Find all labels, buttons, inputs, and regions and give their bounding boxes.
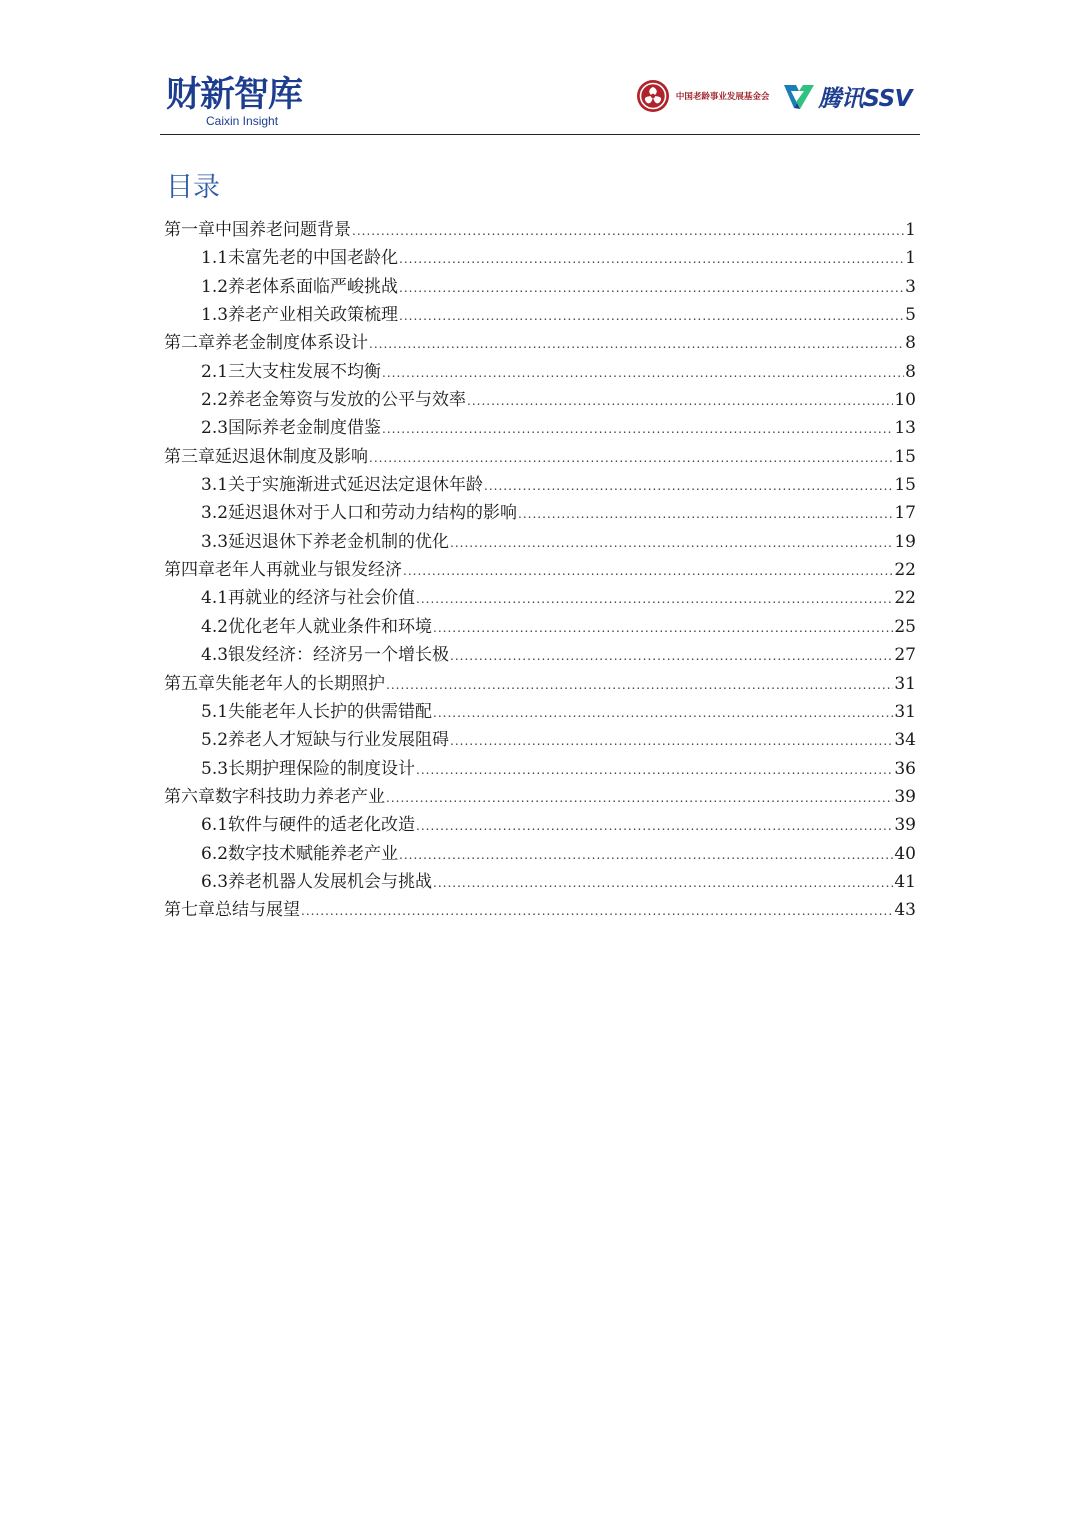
toc-page-number: 13 xyxy=(894,418,916,439)
toc-page-number: 19 xyxy=(894,531,916,552)
toc-entry-title: 数字科技助力养老产业 xyxy=(215,786,385,807)
toc-section-entry[interactable] xyxy=(164,414,916,442)
toc-entry-number: 3.2 xyxy=(201,503,229,524)
toc-page-number: 5 xyxy=(905,305,916,326)
toc-entry-number: 4.1 xyxy=(201,588,229,609)
toc-section-entry[interactable] xyxy=(164,301,916,329)
toc-dot-leader xyxy=(403,557,893,585)
toc-page-number: 8 xyxy=(905,361,916,382)
toc-entry-number: 3.1 xyxy=(201,475,229,496)
toc-entry-number: 4.3 xyxy=(201,645,229,666)
toc-section-entry[interactable] xyxy=(164,613,916,641)
toc-dot-leader xyxy=(399,274,904,302)
toc-chapter-entry[interactable] xyxy=(164,556,916,584)
toc-entry-number: 6.1 xyxy=(201,815,229,836)
toc-chapter-entry[interactable] xyxy=(164,216,916,244)
table-of-contents xyxy=(164,216,916,925)
toc-entry-number: 第五章 xyxy=(164,673,215,694)
toc-entry-number: 5.1 xyxy=(201,701,229,722)
caixin-insight-logo xyxy=(166,76,302,127)
toc-page-number: 31 xyxy=(894,701,916,722)
toc-entry-number: 1.3 xyxy=(201,305,229,326)
toc-dot-leader xyxy=(416,585,893,613)
toc-section-entry[interactable] xyxy=(164,726,916,754)
toc-section-entry[interactable] xyxy=(164,386,916,414)
toc-entry-title: 软件与硬件的适老化改造 xyxy=(228,815,416,836)
toc-section-entry[interactable] xyxy=(164,755,916,783)
toc-section-entry[interactable] xyxy=(164,584,916,612)
toc-dot-leader xyxy=(399,841,893,869)
toc-dot-leader xyxy=(352,217,904,245)
toc-entry-number: 第四章 xyxy=(164,560,215,581)
toc-chapter-entry[interactable] xyxy=(164,783,916,811)
brand-name-cn: 财新智库 xyxy=(166,75,303,115)
toc-section-entry[interactable] xyxy=(164,471,916,499)
toc-section-entry[interactable] xyxy=(164,358,916,386)
tencent-ssv-icon xyxy=(783,82,815,110)
toc-entry-title: 延迟退休对于人口和劳动力结构的影响 xyxy=(228,503,518,524)
toc-chapter-entry[interactable] xyxy=(164,670,916,698)
toc-section-entry[interactable] xyxy=(164,273,916,301)
toc-page-number: 8 xyxy=(905,333,916,354)
page-title: 目录 xyxy=(166,172,220,203)
toc-entry-title: 老年人再就业与银发经济 xyxy=(215,560,402,581)
brand-name-en: Caixin Insight xyxy=(206,114,279,128)
toc-page-number: 3 xyxy=(905,276,916,297)
toc-dot-leader xyxy=(416,756,893,784)
toc-entry-title: 中国养老问题背景 xyxy=(215,220,351,240)
toc-page-number: 31 xyxy=(894,673,916,694)
toc-entry-number: 第六章 xyxy=(164,786,215,807)
toc-dot-leader xyxy=(369,330,904,358)
toc-dot-leader xyxy=(386,671,893,699)
foundation-name: 中国老龄事业发展基金会 xyxy=(675,92,770,102)
toc-dot-leader xyxy=(484,472,893,500)
toc-dot-leader xyxy=(518,500,893,528)
toc-page-number: 25 xyxy=(894,616,916,637)
toc-chapter-entry[interactable] xyxy=(164,896,916,924)
foundation-emblem-icon xyxy=(636,79,670,113)
toc-entry-title: 延迟退休制度及影响 xyxy=(215,446,368,467)
toc-page-number: 40 xyxy=(894,843,916,864)
toc-section-entry[interactable] xyxy=(164,499,916,527)
toc-section-entry[interactable] xyxy=(164,641,916,669)
toc-entry-number: 第三章 xyxy=(164,446,215,467)
toc-dot-leader xyxy=(386,784,893,812)
toc-chapter-entry[interactable] xyxy=(164,443,916,471)
toc-page-number: 1 xyxy=(905,220,916,240)
toc-entry-number: 2.3 xyxy=(201,418,229,439)
toc-dot-leader xyxy=(450,642,893,670)
toc-entry-title: 国际养老金制度借鉴 xyxy=(228,418,382,439)
toc-section-entry[interactable] xyxy=(164,244,916,272)
toc-page-number: 43 xyxy=(894,900,916,921)
toc-page-number: 34 xyxy=(894,730,916,751)
toc-entry-title: 养老人才短缺与行业发展阻碍 xyxy=(228,730,450,751)
toc-section-entry[interactable] xyxy=(164,811,916,839)
toc-entry-title: 数字技术赋能养老产业 xyxy=(228,843,399,864)
toc-entry-title: 总结与展望 xyxy=(215,900,300,921)
toc-entry-title: 养老产业相关政策梳理 xyxy=(228,305,399,326)
toc-section-entry[interactable] xyxy=(164,840,916,868)
toc-dot-leader xyxy=(369,444,893,472)
toc-page-number: 17 xyxy=(894,503,916,524)
toc-entry-number: 第一章 xyxy=(164,220,215,240)
page-header xyxy=(160,70,920,135)
toc-page-number: 41 xyxy=(894,871,916,892)
toc-dot-leader xyxy=(450,529,893,557)
toc-chapter-entry[interactable] xyxy=(164,329,916,357)
toc-page-number: 22 xyxy=(894,588,916,609)
toc-dot-leader xyxy=(433,614,893,642)
toc-entry-number: 4.2 xyxy=(201,616,229,637)
toc-entry-number: 5.3 xyxy=(201,758,229,779)
toc-page-number: 39 xyxy=(894,786,916,807)
toc-entry-title: 三大支柱发展不均衡 xyxy=(228,361,382,382)
toc-page-number: 10 xyxy=(894,390,916,411)
toc-dot-leader xyxy=(382,359,904,387)
toc-section-entry[interactable] xyxy=(164,698,916,726)
toc-dot-leader xyxy=(399,302,904,330)
toc-page-number: 22 xyxy=(894,560,916,581)
toc-entry-number: 1.2 xyxy=(201,276,229,297)
toc-entry-title: 失能老年人的长期照护 xyxy=(215,673,385,694)
toc-dot-leader xyxy=(399,245,904,273)
toc-entry-number: 第七章 xyxy=(164,900,215,921)
toc-entry-title: 优化老年人就业条件和环境 xyxy=(228,616,433,637)
toc-page-number: 27 xyxy=(894,645,916,666)
toc-entry-number: 2.1 xyxy=(201,361,229,382)
tencent-ssv-name: 腾讯SSV xyxy=(818,85,912,112)
toc-section-entry[interactable] xyxy=(164,528,916,556)
toc-entry-number: 2.2 xyxy=(201,390,229,411)
toc-entry-number: 1.1 xyxy=(201,248,229,269)
toc-page-number: 39 xyxy=(894,815,916,836)
toc-entry-title: 未富先老的中国老龄化 xyxy=(228,248,399,269)
toc-dot-leader xyxy=(433,869,893,897)
toc-entry-number: 5.2 xyxy=(201,730,229,751)
toc-entry-title: 延迟退休下养老金机制的优化 xyxy=(228,531,450,552)
toc-entry-title: 养老金筹资与发放的公平与效率 xyxy=(228,390,467,411)
toc-entry-title: 失能老年人长护的供需错配 xyxy=(228,701,433,722)
toc-page-number: 1 xyxy=(905,248,916,269)
toc-entry-number: 6.3 xyxy=(201,871,229,892)
toc-dot-leader xyxy=(301,897,893,925)
toc-entry-number: 第二章 xyxy=(164,333,215,354)
toc-entry-title: 养老体系面临严峻挑战 xyxy=(228,276,399,297)
toc-page-number: 15 xyxy=(894,475,916,496)
toc-dot-leader xyxy=(433,699,893,727)
toc-page-number: 36 xyxy=(894,758,916,779)
toc-page-number: 15 xyxy=(894,446,916,467)
toc-dot-leader xyxy=(450,727,893,755)
toc-entry-number: 3.3 xyxy=(201,531,229,552)
toc-entry-title: 长期护理保险的制度设计 xyxy=(228,758,416,779)
toc-entry-title: 银发经济：经济另一个增长极 xyxy=(228,645,450,666)
toc-dot-leader xyxy=(382,415,893,443)
toc-entry-title: 养老机器人发展机会与挑战 xyxy=(228,871,433,892)
toc-entry-title: 养老金制度体系设计 xyxy=(215,333,368,354)
toc-section-entry[interactable] xyxy=(164,868,916,896)
toc-entry-number: 6.2 xyxy=(201,843,229,864)
toc-entry-title: 关于实施渐进式延迟法定退休年龄 xyxy=(228,475,484,496)
toc-dot-leader xyxy=(467,387,893,415)
toc-dot-leader xyxy=(416,812,893,840)
toc-entry-title: 再就业的经济与社会价值 xyxy=(228,588,416,609)
partner-logos xyxy=(636,76,912,116)
